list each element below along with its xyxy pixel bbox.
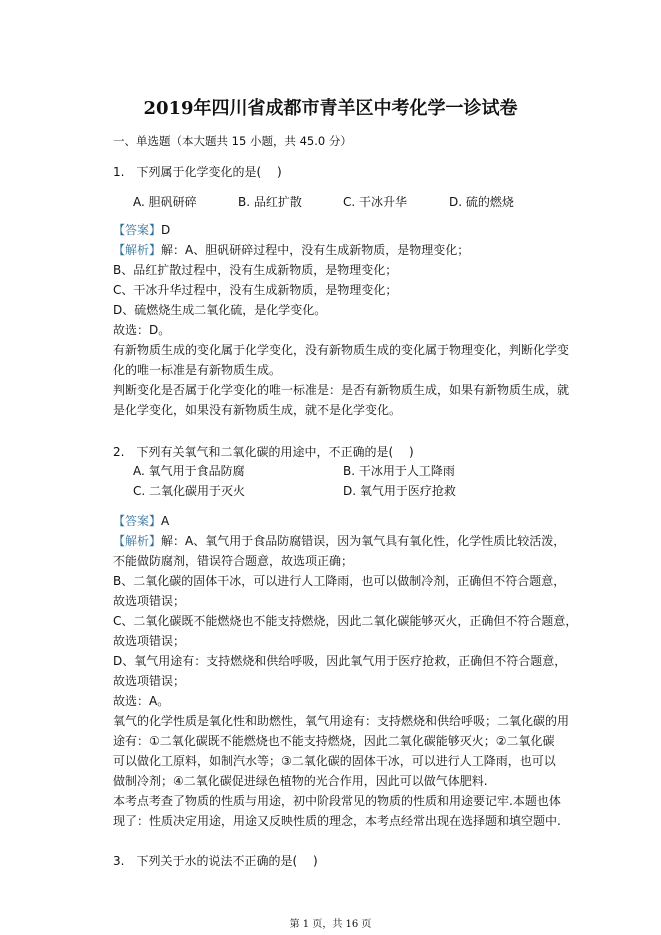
q2-analysis-line: 本考点考查了物质的性质与用途，初中阶段常见的物质的性质和用途要记牢.本题也体 bbox=[113, 794, 561, 808]
analysis-text: 解：A、胆矾研碎过程中，没有生成新物质，是物理变化； bbox=[161, 243, 470, 257]
question-1-stem: 1. 下列属于化学变化的是( ) bbox=[113, 165, 282, 179]
analysis-tag: 【解析】 bbox=[113, 534, 162, 548]
q2-analysis-line: D、氧气用途有：支持燃烧和供给呼吸，因此氧气用于医疗抢救，正确但不符合题意， bbox=[113, 654, 567, 668]
page-footer: 第 1 页，共 16 页 bbox=[289, 919, 372, 930]
section-heading: 一、单选题（本大题共 15 小题，共 45.0 分） bbox=[113, 134, 352, 148]
q2-analysis-line: 可以做化工原料，如制汽水等；③二氧化碳的固体干冰，可以进行人工降雨，也可以 bbox=[113, 754, 556, 768]
q1-analysis-line bbox=[113, 242, 469, 258]
question-3-stem: 3. 下列关于水的说法不正确的是( ) bbox=[113, 854, 318, 868]
q2-analysis-line: 故选：A。 bbox=[113, 694, 170, 708]
q2-analysis-line: 不能做防腐剂，错误符合题意，故选项正确； bbox=[113, 554, 354, 568]
q1-option-b: B. 品红扩散 bbox=[238, 195, 302, 209]
q1-analysis-line: 故选：D。 bbox=[113, 323, 171, 337]
q2-option-b: B. 干冰用于人工降雨 bbox=[343, 464, 455, 478]
analysis-text: 解：A、氧气用于食品防腐错误，因为氧气具有氧化性，化学性质比较活泼， bbox=[161, 534, 566, 548]
q1-analysis-line: 化的唯一标准是有新物质生成。 bbox=[113, 363, 282, 377]
q1-analysis-line: B、品红扩散过程中，没有生成新物质，是物理变化； bbox=[113, 263, 398, 277]
q2-analysis-line: 做制冷剂；④二氧化碳促进绿色植物的光合作用，因此可以做气体肥料. bbox=[113, 774, 488, 788]
q1-analysis-line: C、干冰升华过程中，没有生成新物质，是物理变化； bbox=[113, 283, 398, 297]
q2-option-c: C. 二氧化碳用于灭火 bbox=[133, 484, 246, 498]
q2-answer bbox=[113, 513, 169, 529]
page-title: 2019年四川省成都市青羊区中考化学一诊试卷 bbox=[143, 98, 518, 119]
question-2-stem: 2. 下列有关氧气和二氧化碳的用途中，不正确的是( ) bbox=[113, 445, 414, 459]
q1-option-c: C. 干冰升华 bbox=[343, 195, 408, 209]
q1-analysis-line: 判断变化是否属于化学变化的唯一标准是：是否有新物质生成，如果有新物质生成，就 bbox=[113, 383, 570, 397]
q2-analysis-line: 故选项错误； bbox=[113, 674, 186, 688]
answer-value: D bbox=[161, 223, 171, 237]
q1-analysis-line: 有新物质生成的变化属于化学变化，没有新物质生成的变化属于物理变化，判断化学变 bbox=[113, 343, 570, 357]
q2-analysis-line: 现了：性质决定用途，用途又反映性质的理念，本考点经常出现在选择题和填空题中. bbox=[113, 814, 561, 828]
q2-analysis-line: 故选项错误； bbox=[113, 594, 186, 608]
analysis-tag: 【解析】 bbox=[113, 243, 162, 257]
q2-analysis-line: B、二氧化碳的固体干冰，可以进行人工降雨，也可以做制冷剂，正确但不符合题意， bbox=[113, 574, 566, 588]
q2-analysis-line: C、二氧化碳既不能燃烧也不能支持燃烧，因此二氧化碳能够灭火，正确但不符合题意， bbox=[113, 614, 578, 628]
q2-analysis-line bbox=[113, 533, 565, 549]
q2-option-a: A. 氧气用于食品防腐 bbox=[133, 464, 245, 478]
q2-analysis-line: 故选项错误； bbox=[113, 634, 186, 648]
q1-answer bbox=[113, 222, 170, 238]
q1-option-d: D. 硫的燃烧 bbox=[449, 195, 514, 209]
q1-option-a: A. 胆矾研碎 bbox=[133, 195, 197, 209]
answer-tag: 【答案】 bbox=[113, 514, 162, 528]
q2-analysis-line: 途有：①二氧化碳既不能燃烧也不能支持燃烧，因此二氧化碳能够灭火；②二氧化碳 bbox=[113, 734, 555, 748]
q2-analysis-line: 氧气的化学性质是氧化性和助燃性，氧气用途有：支持燃烧和供给呼吸；二氧化碳的用 bbox=[113, 714, 570, 728]
answer-tag: 【答案】 bbox=[113, 223, 162, 237]
answer-value: A bbox=[161, 514, 170, 528]
q1-analysis-line: 是化学变化，如果没有新物质生成，就不是化学变化。 bbox=[113, 403, 402, 417]
q2-option-d: D. 氧气用于医疗抢救 bbox=[343, 484, 456, 498]
q1-analysis-line: D、硫燃烧生成二氧化硫，是化学变化。 bbox=[113, 303, 327, 317]
